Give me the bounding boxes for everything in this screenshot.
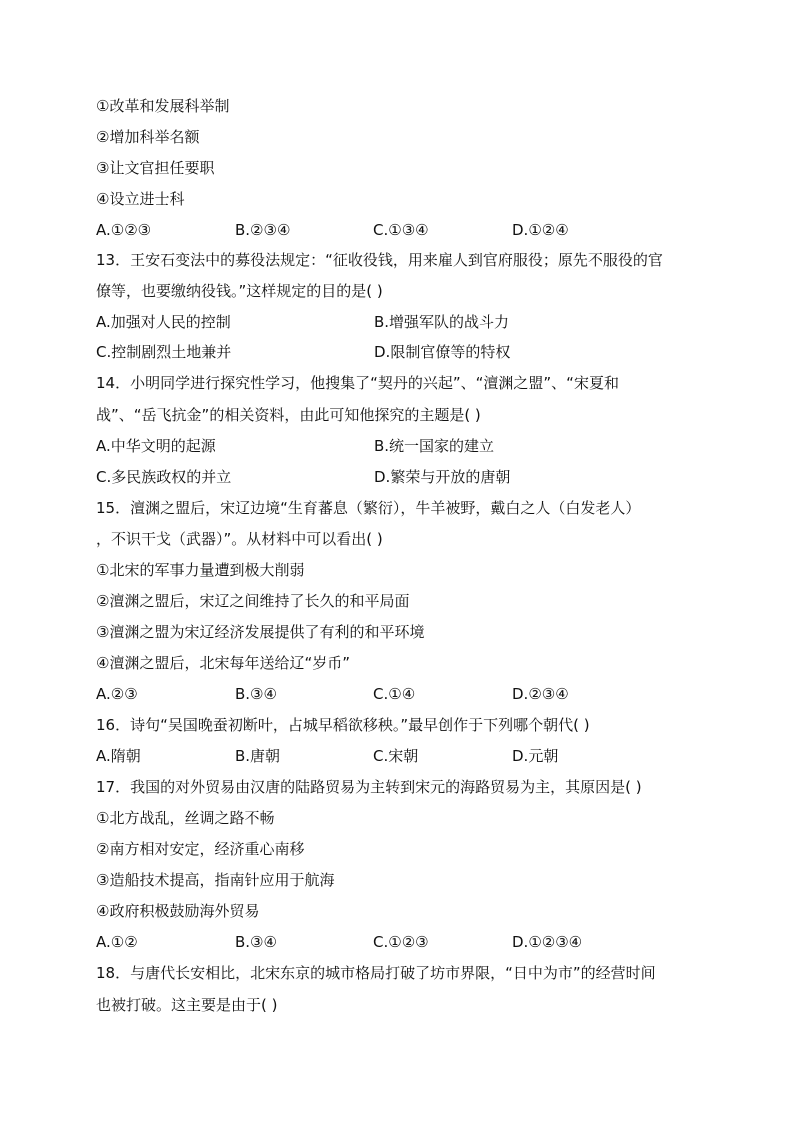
question-18-stem: 18．与唐代长安相比，北宋东京的城市格局打破了坊市界限，“日中为市”的经营时间 — [96, 964, 656, 982]
question-14-stem: 14．小明同学进行探究性学习，他搜集了“契丹的兴起”、“澶渊之盟”、“宋夏和 — [96, 374, 619, 392]
option-c: C.①②③ — [373, 933, 429, 951]
option-a: A.①② — [96, 933, 138, 951]
option-b: B.唐朝 — [235, 747, 281, 765]
option-c: C.多民族政权的并立 — [96, 468, 232, 486]
question-17-stem: 17．我国的对外贸易由汉唐的陆路贸易为主转到宋元的海路贸易为主，其原因是( ) — [96, 778, 642, 796]
question-15-stem-cont: ，不识干戈（武器）”。从材料中可以看出( ) — [96, 530, 383, 548]
option-c: C.①③④ — [373, 221, 429, 239]
statement-item: ③造船技术提高，指南针应用于航海 — [96, 871, 335, 889]
statement-item: ①改革和发展科举制 — [96, 97, 230, 115]
option-b: B.统一国家的建立 — [374, 437, 495, 455]
option-b: B.增强军队的战斗力 — [374, 313, 510, 331]
statement-item: ①北方战乱，丝调之路不畅 — [96, 809, 275, 827]
statement-item: ②南方相对安定，经济重心南移 — [96, 840, 305, 858]
statement-item: ④政府积极鼓励海外贸易 — [96, 902, 260, 920]
option-a: A.②③ — [96, 685, 138, 703]
option-b: B.②③④ — [235, 221, 291, 239]
question-15-stem: 15．澶渊之盟后，宋辽边境“生育蕃息（繁衍），牛羊被野，戴白之人（白发老人） — [96, 499, 641, 517]
option-a: A.①②③ — [96, 221, 152, 239]
option-c: C.①④ — [373, 685, 416, 703]
statement-item: ②增加科举名额 — [96, 128, 200, 146]
option-d: D.①②③④ — [512, 933, 583, 951]
option-d: D.限制官僚等的特权 — [374, 343, 511, 361]
question-18-stem-cont: 也被打破。这主要是由于( ) — [96, 996, 278, 1014]
statement-item: ④设立进士科 — [96, 190, 185, 208]
statement-item: ④澶渊之盟后，北宋每年送给辽“岁币” — [96, 654, 350, 672]
option-b: B.③④ — [235, 685, 277, 703]
statement-item: ③让文官担任要职 — [96, 159, 215, 177]
statement-item: ②澶渊之盟后，宋辽之间维持了长久的和平局面 — [96, 592, 410, 610]
option-c: C.控制剧烈土地兼并 — [96, 343, 232, 361]
option-b: B.③④ — [235, 933, 277, 951]
option-a: A.加强对人民的控制 — [96, 313, 231, 331]
option-d: D.②③④ — [512, 685, 569, 703]
statement-item: ③澶渊之盟为宋辽经济发展提供了有利的和平环境 — [96, 623, 425, 641]
option-d: D.繁荣与开放的唐朝 — [374, 468, 511, 486]
question-16-stem: 16．诗句“吴国晚蚕初断叶，占城早稻欲移秧。”最早创作于下列哪个朝代( ) — [96, 716, 590, 734]
question-13-stem-cont: 僚等，也要缴纳役钱。”这样规定的目的是( ) — [96, 282, 383, 300]
option-a: A.中华文明的起源 — [96, 437, 216, 455]
option-c: C.宋朝 — [373, 747, 419, 765]
question-13-stem: 13．王安石变法中的募役法规定：“征收役钱，用来雇人到官府服役；原先不服役的官 — [96, 251, 663, 269]
option-a: A.隋朝 — [96, 747, 141, 765]
statement-item: ①北宋的军事力量遭到极大削弱 — [96, 561, 305, 579]
question-14-stem-cont: 战”、“岳飞抗金”的相关资料，由此可知他探究的主题是( ) — [96, 406, 481, 424]
option-d: D.元朝 — [512, 747, 559, 765]
option-d: D.①②④ — [512, 221, 569, 239]
